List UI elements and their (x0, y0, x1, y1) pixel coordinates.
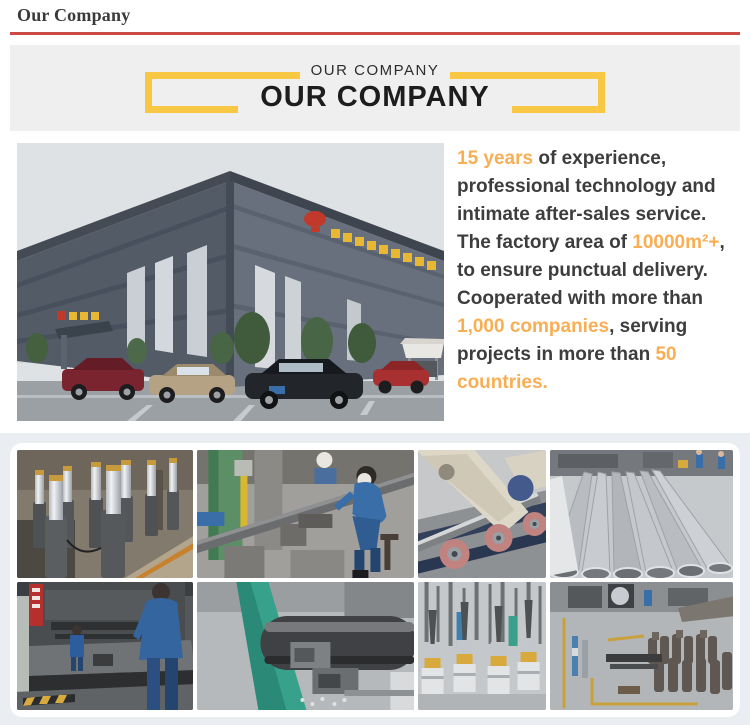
gallery-photo-roller-machine (418, 450, 546, 578)
gallery-photo-steel-poles (550, 450, 733, 578)
gallery-photo-workshop-floor (550, 582, 733, 710)
workshop-floor-illustration (550, 582, 733, 710)
about-highlight: 50 countries. (457, 344, 677, 393)
section-title: OUR COMPANY (260, 81, 490, 113)
about-segment: Cooperated with more than (457, 288, 703, 309)
lathe-illustration (197, 582, 414, 710)
about-segment: , serving projects in more than (457, 316, 688, 365)
factory-photo (17, 143, 444, 421)
corner-bracket-right-icon (450, 72, 605, 113)
about-segment: The factory area of (457, 232, 633, 253)
gallery-photo-hydraulic-cylinders (418, 582, 546, 710)
steel-poles-illustration (550, 450, 733, 578)
pipe-worker-illustration (197, 450, 414, 578)
about-section (17, 143, 733, 421)
corner-bracket-left-icon (145, 72, 300, 113)
red-divider (10, 32, 740, 35)
gallery-card (10, 443, 740, 717)
about-highlight: 10000m²+ (632, 232, 720, 253)
about-highlight: 15 years (457, 148, 534, 169)
about-segment: , to ensure punctual delivery. (457, 232, 725, 281)
breadcrumb[interactable]: Our Company (17, 5, 131, 25)
about-text (457, 143, 733, 421)
gallery-photo-lathe (197, 582, 414, 710)
gallery-section (0, 433, 750, 725)
about-highlight: 1,000 companies (457, 316, 610, 337)
roller-machine-illustration (418, 450, 546, 578)
about-segment: of experience, professional technology and intimate after-sales service. (457, 148, 716, 225)
gallery-photo-pipe-worker (197, 450, 414, 578)
factory-photo-illustration (17, 143, 444, 421)
gallery-photo-bollards (17, 450, 193, 578)
press-brake-illustration (17, 582, 193, 710)
section-subtitle: OUR COMPANY (310, 62, 440, 79)
gallery-photo-press-brake (17, 582, 193, 710)
bollards-illustration (17, 450, 193, 578)
section-title-banner (10, 45, 740, 131)
hydraulic-cylinders-illustration (418, 582, 546, 710)
